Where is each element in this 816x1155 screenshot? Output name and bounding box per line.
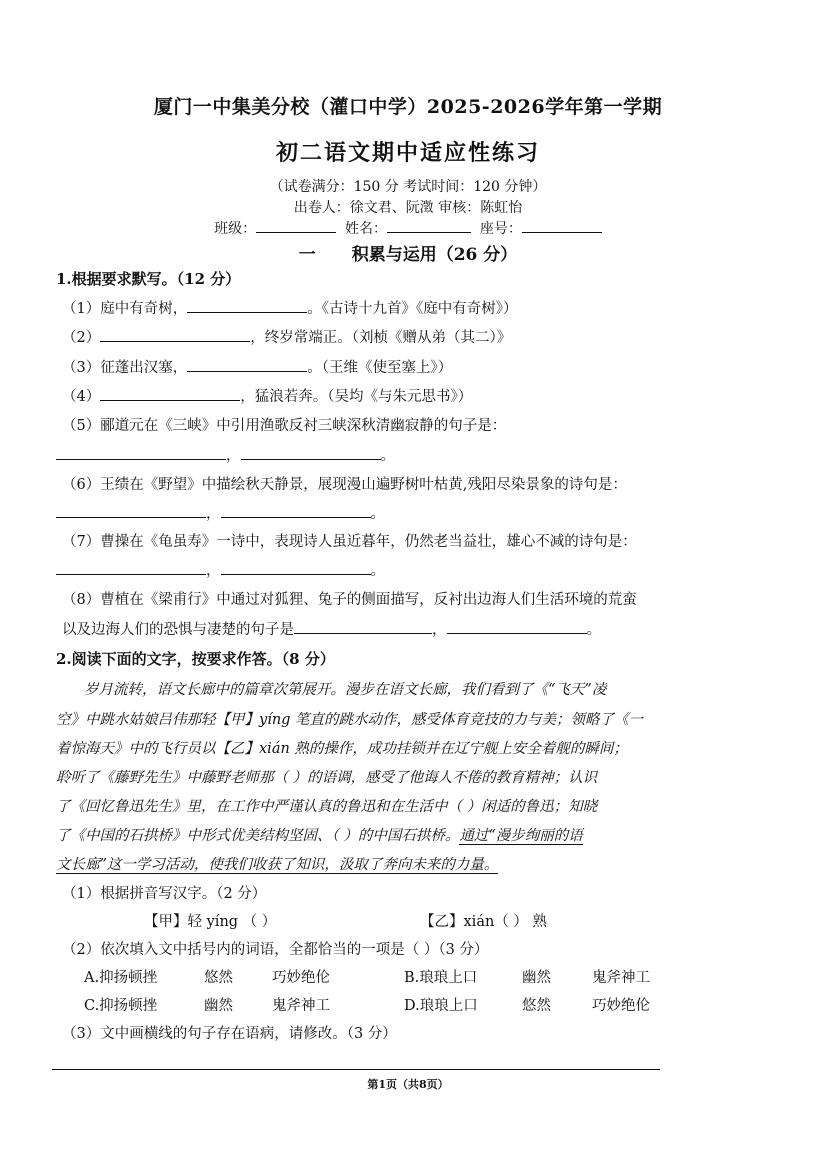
exam-subject-title: 初二语文期中适应性练习 — [275, 140, 540, 166]
option-a-word-2: 悠然 — [204, 970, 233, 986]
underlined-sentence: 文长廊”这一学习活动，使我们收获了知识，汲取了奔向未来的力量。 — [56, 857, 499, 873]
answer-blank[interactable] — [221, 503, 371, 518]
student-info-row — [0, 218, 816, 238]
passage-line: 空》中跳水姑娘吕伟那轻【甲】yíng 笔直的跳水动作，感受体育竞技的力与美；领略了《一 — [56, 712, 644, 728]
seat-blank[interactable] — [522, 218, 602, 233]
class-label: 班级： — [214, 221, 257, 237]
q2-sub-1: （1）根据拼音写汉字。（2 分） — [62, 886, 267, 902]
passage-line: 岁月流转，语文长廊中的篇章次第展开。漫步在语文长廊，我们看到了《“飞天”凌 — [84, 682, 607, 698]
q2-sub-3: （3）文中画横线的句子存在语病，请修改。（3 分） — [62, 1026, 397, 1042]
option-d-word-2: 悠然 — [522, 998, 551, 1014]
q1-item-8-cont: 以及边海人们的恐惧与凄楚的句子是 ， 。 — [62, 618, 601, 639]
section-number: 一 — [298, 245, 316, 265]
option-c-word-2: 幽然 — [204, 998, 233, 1014]
answer-blank[interactable] — [100, 327, 250, 342]
option-d-word-3: 巧妙绝伦 — [592, 998, 650, 1014]
q1-item-1: （1）庭中有奇树， 。《古诗十九首》《庭中有奇树》） — [62, 297, 517, 318]
name-blank[interactable] — [387, 218, 471, 233]
option-b[interactable]: B.琅琅上口 — [404, 970, 478, 986]
passage-line: 着惊海天》中的飞行员以【乙】xián 熟的操作，成功挂锁并在辽宁舰上安全着舰的瞬间； — [56, 741, 628, 757]
q1-item-7-answer: ， 。 — [56, 559, 385, 580]
q1-item-3: （3）征蓬出汉塞， 。（王维《使至塞上》） — [62, 356, 452, 377]
exam-school-title: 厦门一中集美分校（灌口中学）2025-2026学年第一学期 — [153, 96, 663, 118]
class-blank[interactable] — [256, 218, 336, 233]
q2-sub-2: （2）依次填入文中括号内的词语，全都恰当的一项是（ ）（3 分） — [62, 942, 489, 958]
passage-line: 聆听了《藤野先生》中藤野老师那（ ）的语调，感受了他诲人不倦的教育精神；认识 — [56, 770, 598, 786]
exam-info: （试卷满分：150 分 考试时间：120 分钟） — [269, 179, 547, 195]
q1-item-5-answer: ， 。 — [56, 444, 395, 465]
answer-blank[interactable] — [294, 619, 432, 634]
option-a-word-3: 巧妙绝伦 — [272, 970, 330, 986]
q1-item-2: （2） ，终岁常端正。（刘桢《赠从弟（其二）》 — [62, 326, 511, 347]
passage-line: 了《中国的石拱桥》中形式优美结构坚固、（ ）的中国石拱桥。通过“漫步绚丽的语 — [56, 828, 583, 844]
section-heading — [0, 240, 816, 265]
option-a[interactable]: A.抑扬顿挫 — [84, 970, 158, 986]
q1-item-7: （7）曹操在《龟虽寿》一诗中，表现诗人虽近暮年，仍然老当益壮，雄心不减的诗句是： — [62, 534, 637, 550]
passage-line — [56, 853, 498, 874]
option-c-word-3: 鬼斧神工 — [272, 998, 330, 1014]
question-2-heading: 2.阅读下面的文字，按要求作答。（8 分） — [56, 650, 335, 668]
seat-label: 座号： — [479, 221, 522, 237]
answer-blank[interactable] — [187, 357, 307, 372]
section-title: 积累与运用（26 分） — [351, 245, 518, 265]
pinyin-item-b: 【乙】xián（ ） 熟 — [420, 914, 548, 930]
q1-item-5: （5）郦道元在《三峡》中引用渔歌反衬三峡深秋清幽寂静的句子是： — [62, 418, 507, 434]
page-number: 第1页（共8页） — [367, 1078, 449, 1091]
q1-item-8: （8）曹植在《梁甫行》中通过对狐狸、兔子的侧面描写，反衬出边海人们生活环境的荒蛮 — [62, 592, 637, 608]
option-c[interactable]: C.抑扬顿挫 — [84, 998, 158, 1014]
answer-blank[interactable] — [241, 445, 381, 460]
answer-line[interactable] — [52, 1069, 660, 1070]
option-d[interactable]: D.琅琅上口 — [404, 998, 478, 1014]
pinyin-item-a: 【甲】轻 yíng （ ） — [144, 914, 277, 930]
answer-blank[interactable] — [100, 386, 240, 401]
answer-blank[interactable] — [447, 619, 587, 634]
q1-item-4: （4） ，猛浪若奔。（吴均《与朱元思书》） — [62, 385, 472, 406]
option-b-word-3: 鬼斧神工 — [592, 970, 650, 986]
name-label: 姓名： — [345, 221, 387, 237]
q1-item-6: （6）王绩在《野望》中描绘秋天静景，展现漫山遍野树叶枯黄,残阳尽染景象的诗句是： — [62, 477, 627, 493]
question-1-heading: 1.根据要求默写。（12 分） — [56, 270, 241, 288]
option-b-word-2: 幽然 — [522, 970, 551, 986]
exam-authors: 出卷人：徐文君、阮澂 审核：陈虹怡 — [293, 200, 523, 216]
passage-line: 了《回忆鲁迅先生》里，在工作中严谨认真的鲁迅和在生活中（ ）闲适的鲁迅；知晓 — [56, 799, 598, 815]
underlined-sentence: 通过“漫步绚丽的语 — [459, 828, 583, 844]
answer-blank[interactable] — [56, 445, 226, 460]
answer-blank[interactable] — [187, 298, 307, 313]
q1-item-6-answer: ， 。 — [56, 502, 385, 523]
answer-blank[interactable] — [56, 503, 206, 518]
answer-blank[interactable] — [221, 560, 371, 575]
answer-blank[interactable] — [56, 560, 206, 575]
